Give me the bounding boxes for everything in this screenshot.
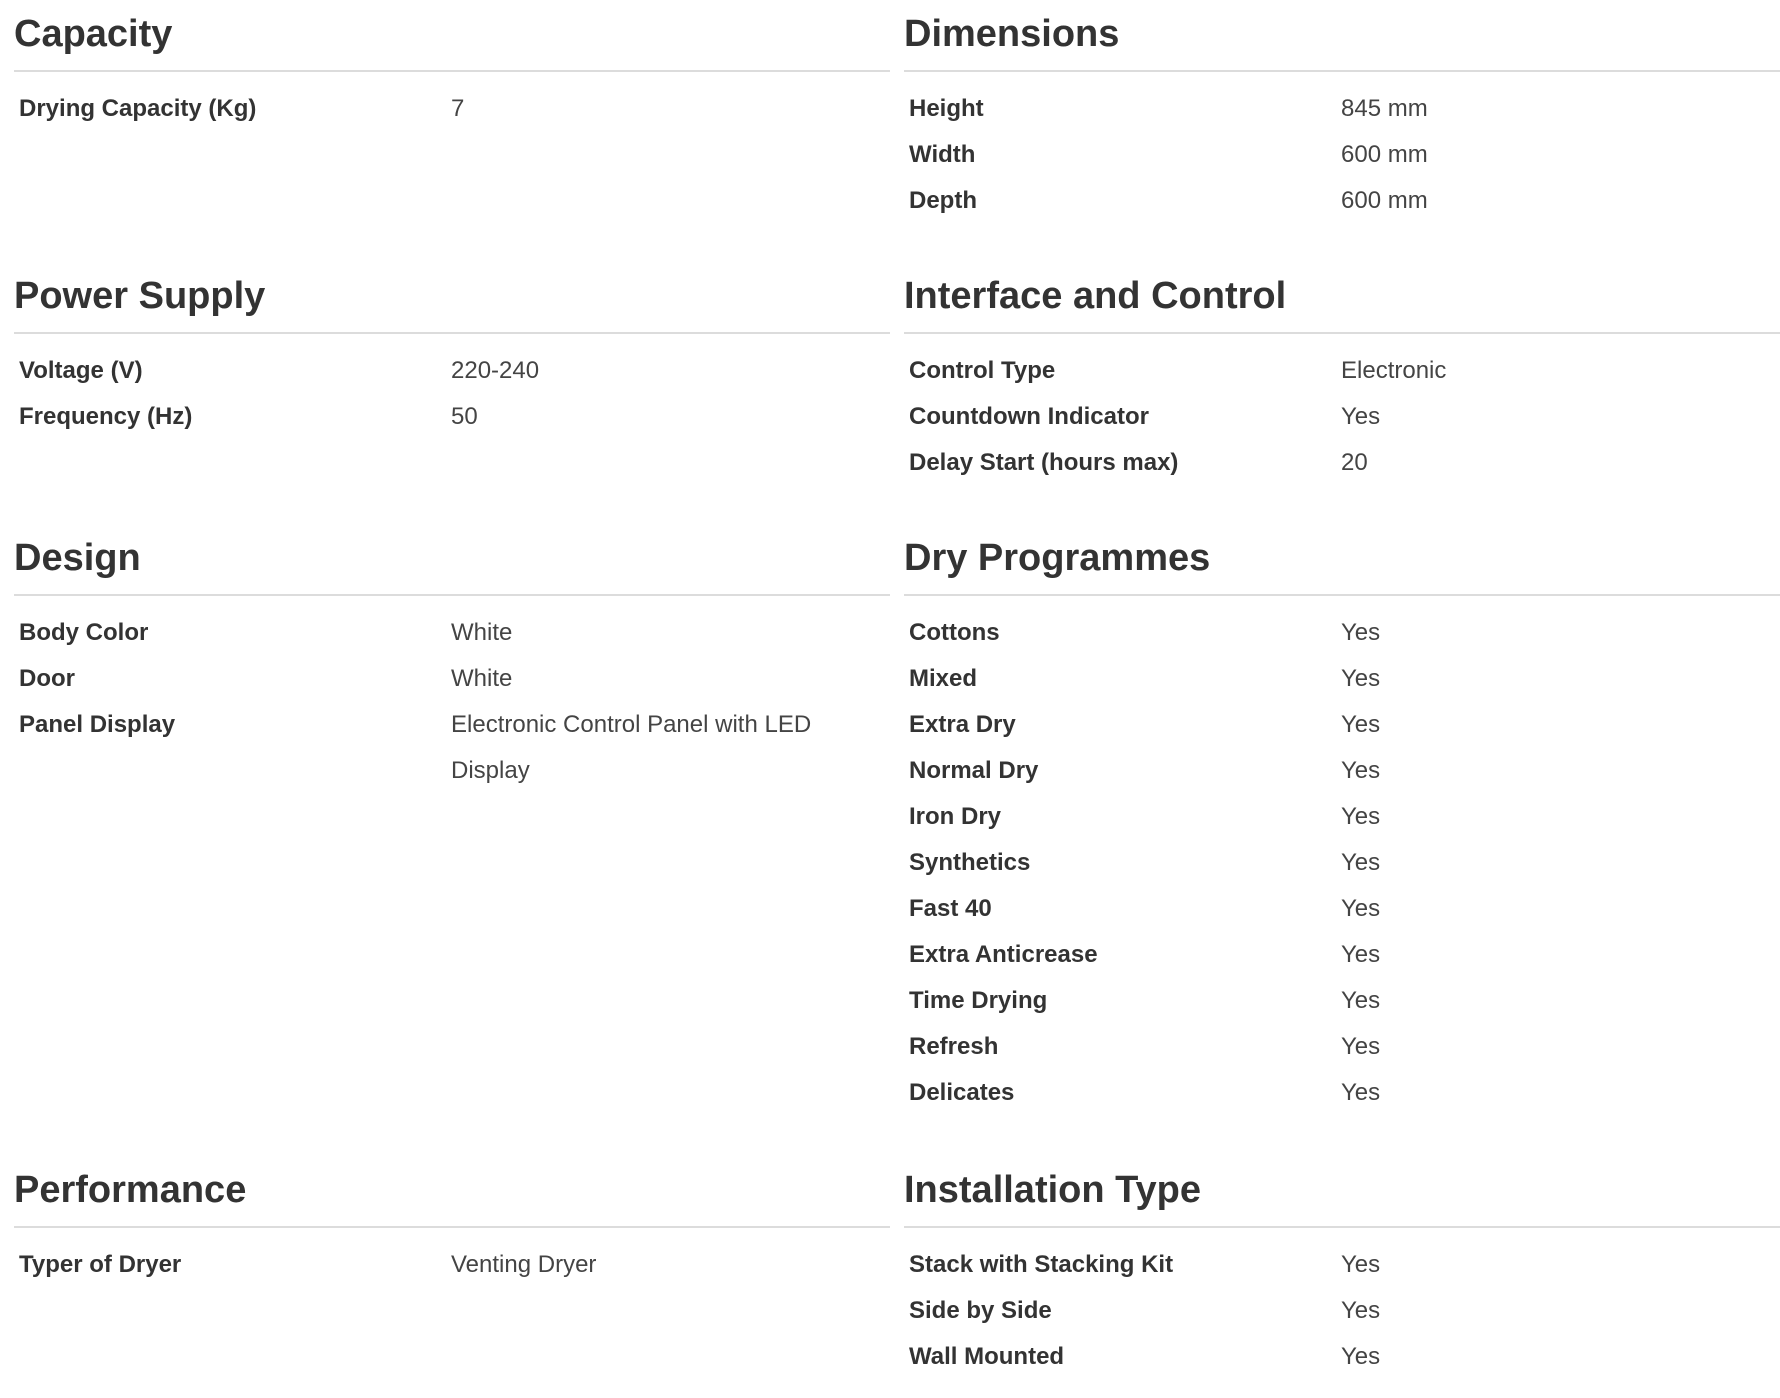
- spec-table: [14, 348, 890, 440]
- spec-value: Yes: [1341, 849, 1381, 876]
- spec-value: Yes: [1341, 403, 1381, 430]
- spec-value: 220-240: [451, 357, 540, 384]
- section-title: Performance: [14, 1156, 890, 1228]
- spec-label: Drying Capacity (Kg): [19, 95, 257, 122]
- spec-value: Yes: [1341, 711, 1381, 738]
- spec-label: Height: [909, 95, 984, 122]
- spec-value: 600 mm: [1341, 141, 1428, 168]
- spec-table: [14, 1242, 890, 1288]
- spec-row: [904, 394, 1780, 440]
- spec-row: [14, 702, 890, 794]
- section-interface-control: [904, 262, 1780, 486]
- spec-value: White: [451, 665, 513, 692]
- spec-row: [904, 886, 1780, 932]
- spec-row: [14, 656, 890, 702]
- spec-value: 20: [1341, 449, 1368, 476]
- spec-row: [904, 1070, 1780, 1116]
- section-capacity: [14, 0, 890, 132]
- spec-row: [904, 348, 1780, 394]
- section-dry-programmes: [904, 524, 1780, 1116]
- section-title: Power Supply: [14, 262, 890, 334]
- spec-label: Refresh: [909, 1033, 999, 1060]
- spec-row: [14, 348, 890, 394]
- section-title: Interface and Control: [904, 262, 1780, 334]
- spec-row: [904, 656, 1780, 702]
- section-title: Installation Type: [904, 1156, 1780, 1228]
- spec-value: Yes: [1341, 1297, 1381, 1324]
- spec-label: Countdown Indicator: [909, 403, 1149, 430]
- spec-value: 845 mm: [1341, 95, 1428, 122]
- spec-row: [904, 748, 1780, 794]
- spec-table: [904, 86, 1780, 224]
- spec-row: [904, 1288, 1780, 1334]
- spec-value: Yes: [1341, 757, 1381, 784]
- spec-row: [904, 178, 1780, 224]
- spec-value: 600 mm: [1341, 187, 1428, 214]
- spec-table: [904, 348, 1780, 486]
- section-design: [14, 524, 890, 794]
- spec-row: [904, 86, 1780, 132]
- spec-table: [904, 610, 1780, 1116]
- section-title: Dimensions: [904, 0, 1780, 72]
- spec-label: Width: [909, 141, 976, 168]
- spec-label: Stack with Stacking Kit: [909, 1251, 1174, 1278]
- spec-row: [904, 978, 1780, 1024]
- spec-label: Panel Display: [19, 711, 176, 738]
- spec-label: Extra Dry: [909, 711, 1016, 738]
- spec-label: Depth: [909, 187, 977, 214]
- spec-value: Yes: [1341, 619, 1381, 646]
- spec-table: [904, 1242, 1780, 1380]
- spec-label: Typer of Dryer: [19, 1251, 182, 1278]
- spec-label: Voltage (V): [19, 357, 143, 384]
- spec-value: Yes: [1341, 1079, 1381, 1106]
- spec-row: [904, 794, 1780, 840]
- spec-row: [904, 932, 1780, 978]
- spec-label: Iron Dry: [909, 803, 1002, 830]
- spec-label: Delay Start (hours max): [909, 449, 1179, 476]
- spec-value: 7: [451, 95, 465, 122]
- section-title: Dry Programmes: [904, 524, 1780, 596]
- spec-label: Time Drying: [909, 987, 1048, 1014]
- spec-value: White: [451, 619, 513, 646]
- spec-table: [14, 86, 890, 132]
- spec-table: [14, 610, 890, 794]
- spec-row: [904, 1242, 1780, 1288]
- spec-row: [14, 394, 890, 440]
- spec-row: [904, 1024, 1780, 1070]
- spec-value: Yes: [1341, 941, 1381, 968]
- spec-value: Yes: [1341, 665, 1381, 692]
- spec-label: Body Color: [19, 619, 149, 646]
- spec-value: Yes: [1341, 1251, 1381, 1278]
- spec-row: [904, 702, 1780, 748]
- spec-label: Mixed: [909, 665, 978, 692]
- spec-label: Frequency (Hz): [19, 403, 193, 430]
- spec-label: Side by Side: [909, 1297, 1052, 1324]
- spec-label: Delicates: [909, 1079, 1015, 1106]
- spec-value: Electronic Control Panel with LED Display: [451, 711, 812, 784]
- spec-value: Yes: [1341, 895, 1381, 922]
- spec-row: [904, 1334, 1780, 1380]
- spec-row: [904, 132, 1780, 178]
- spec-value: Venting Dryer: [451, 1251, 597, 1278]
- spec-value: Electronic: [1341, 357, 1447, 384]
- spec-row: [14, 86, 890, 132]
- section-title: Design: [14, 524, 890, 596]
- spec-row: [904, 840, 1780, 886]
- section-power-supply: [14, 262, 890, 440]
- spec-label: Synthetics: [909, 849, 1031, 876]
- section-installation-type: [904, 1156, 1780, 1380]
- spec-row: [904, 610, 1780, 656]
- spec-label: Wall Mounted: [909, 1343, 1065, 1370]
- spec-value: Yes: [1341, 803, 1381, 830]
- section-dimensions: [904, 0, 1780, 224]
- spec-label: Fast 40: [909, 895, 992, 922]
- spec-row: [14, 610, 890, 656]
- spec-row: [904, 440, 1780, 486]
- section-performance: [14, 1156, 890, 1288]
- spec-row: [14, 1242, 890, 1288]
- spec-value: Yes: [1341, 1033, 1381, 1060]
- section-title: Capacity: [14, 0, 890, 72]
- spec-label: Extra Anticrease: [909, 941, 1098, 968]
- spec-label: Normal Dry: [909, 757, 1039, 784]
- spec-label: Cottons: [909, 619, 1000, 646]
- spec-value: 50: [451, 403, 478, 430]
- spec-label: Door: [19, 665, 75, 692]
- spec-value: Yes: [1341, 1343, 1381, 1370]
- spec-label: Control Type: [909, 357, 1056, 384]
- spec-value: Yes: [1341, 987, 1381, 1014]
